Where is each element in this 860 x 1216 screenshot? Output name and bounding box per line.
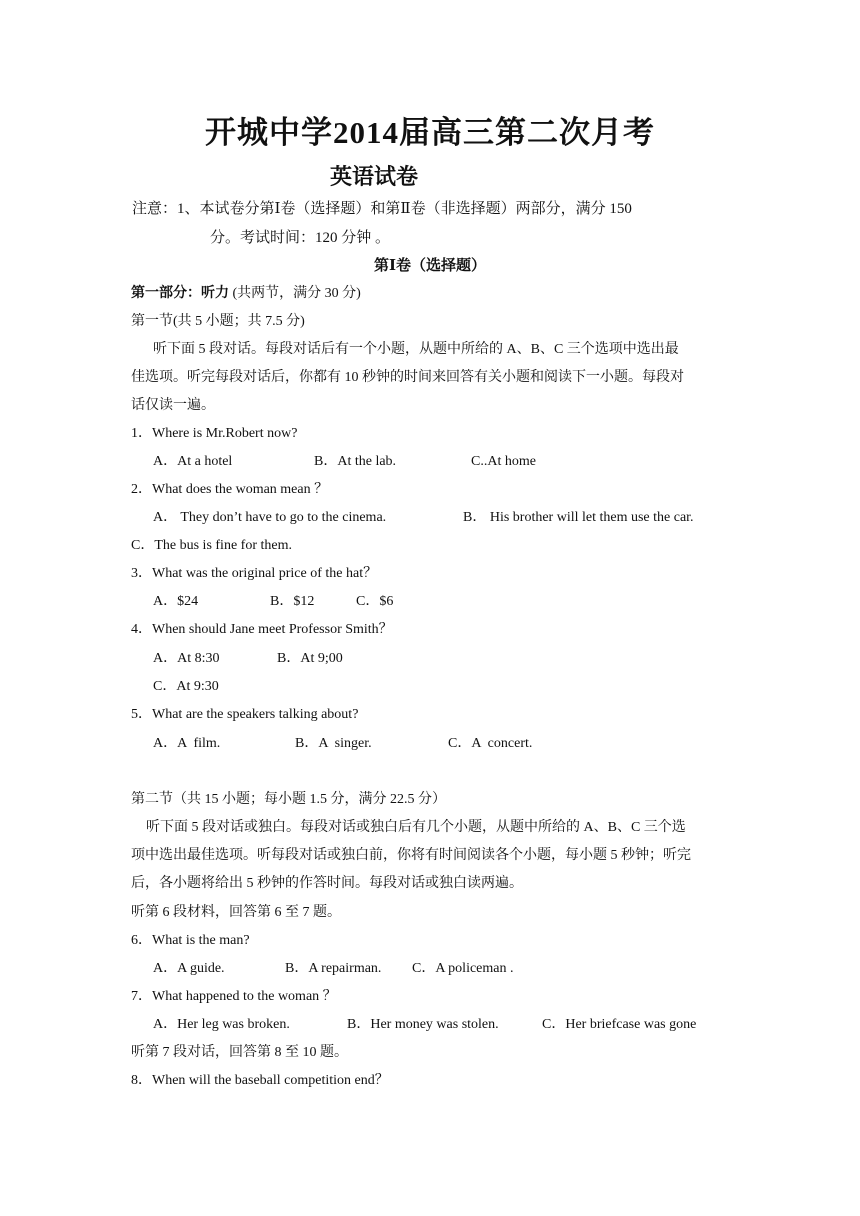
question-5-option-a: A．A film. bbox=[153, 736, 221, 751]
exam-title: 开城中学2014届高三第二次月考 bbox=[205, 115, 655, 150]
question-3-option-b: B．$12 bbox=[270, 594, 315, 609]
question-8-stem: 8．When will the baseball competition end？ bbox=[131, 1073, 389, 1088]
group-7-heading: 听第 7 段对话，回答第 8 至 10 题。 bbox=[131, 1045, 348, 1060]
question-2-option-b: B． His brother will let them use the car. bbox=[463, 510, 694, 525]
question-6-option-a: A．A guide. bbox=[153, 961, 225, 976]
question-5-option-c: C．A concert. bbox=[448, 736, 533, 751]
question-6-stem: 6．What is the man? bbox=[131, 933, 250, 948]
question-1-option-a: A．At a hotel bbox=[153, 454, 233, 469]
notice-line-2: 分。考试时间：120 分钟 。 bbox=[210, 230, 391, 246]
question-2-option-a: A． They don’t have to go to the cinema. bbox=[153, 510, 387, 525]
question-4-option-a: A．At 8:30 bbox=[153, 651, 220, 666]
part1-label-rest: (共两节，满分 30 分) bbox=[229, 286, 361, 301]
question-2-stem: 2．What does the woman mean ？ bbox=[131, 482, 329, 497]
group-6-heading: 听第 6 段材料，回答第 6 至 7 题。 bbox=[131, 905, 341, 920]
part1-heading bbox=[131, 286, 361, 303]
volume-heading: 第Ⅰ卷（选择题） bbox=[373, 258, 487, 274]
question-1-option-c: C..At home bbox=[471, 454, 536, 469]
question-3-option-c: C．$6 bbox=[356, 594, 394, 609]
section2-instruction-3: 后，各小题将给出 5 秒钟的作答时间。每段对话或独白读两遍。 bbox=[131, 876, 523, 891]
question-7-option-a: A．Her leg was broken. bbox=[153, 1017, 290, 1032]
part1-label: 第一部分：听力 bbox=[131, 286, 229, 301]
question-7-option-b: B．Her money was stolen. bbox=[347, 1017, 499, 1032]
question-5-option-b: B．A singer. bbox=[295, 736, 372, 751]
question-4-option-b: B．At 9;00 bbox=[277, 651, 343, 666]
section1-title: 第一节(共 5 小题；共 7.5 分) bbox=[131, 314, 305, 329]
question-3-stem: 3．What was the original price of the hat？ bbox=[131, 566, 378, 581]
section1-instruction-1: 听下面 5 段对话。每段对话后有一个小题，从题中所给的 A、B、C 三个选项中选出最 bbox=[153, 342, 679, 357]
question-6-option-c: C．A policeman . bbox=[412, 961, 514, 976]
section2-instruction-1: 听下面 5 段对话或独白。每段对话或独白后有几个小题，从题中所给的 A、B、C 三个选 bbox=[146, 820, 686, 835]
question-5-stem: 5．What are the speakers talking about? bbox=[131, 707, 359, 722]
question-1-option-b: B．At the lab. bbox=[314, 454, 397, 469]
section2-instruction-2: 项中选出最佳选项。听每段对话或独白前，你将有时间阅读各个小题，每小题 5 秒钟；听完 bbox=[131, 848, 691, 863]
question-1-stem: 1．Where is Mr.Robert now? bbox=[131, 426, 298, 441]
question-3-option-a: A．$24 bbox=[153, 594, 199, 609]
notice-line-1: 注意：1、本试卷分第Ⅰ卷（选择题）和第Ⅱ卷（非选择题）两部分，满分 150 bbox=[132, 201, 632, 217]
question-7-stem: 7．What happened to the woman ？ bbox=[131, 989, 337, 1004]
section1-instruction-3: 话仅读一遍。 bbox=[131, 398, 215, 413]
exam-subtitle: 英语试卷 bbox=[330, 164, 419, 189]
section2-title: 第二节（共 15 小题；每小题 1.5 分，满分 22.5 分） bbox=[131, 792, 446, 807]
question-2-option-c: C．The bus is fine for them. bbox=[131, 538, 292, 553]
question-7-option-c: C．Her briefcase was gone bbox=[542, 1017, 697, 1032]
section1-instruction-2: 佳选项。听完每段对话后，你都有 10 秒钟的时间来回答有关小题和阅读下一小题。每段对 bbox=[131, 370, 684, 385]
question-6-option-b: B．A repairman. bbox=[285, 961, 382, 976]
question-4-stem: 4．When should Jane meet Professor Smith？ bbox=[131, 622, 393, 637]
question-4-option-c: C．At 9:30 bbox=[153, 679, 219, 694]
